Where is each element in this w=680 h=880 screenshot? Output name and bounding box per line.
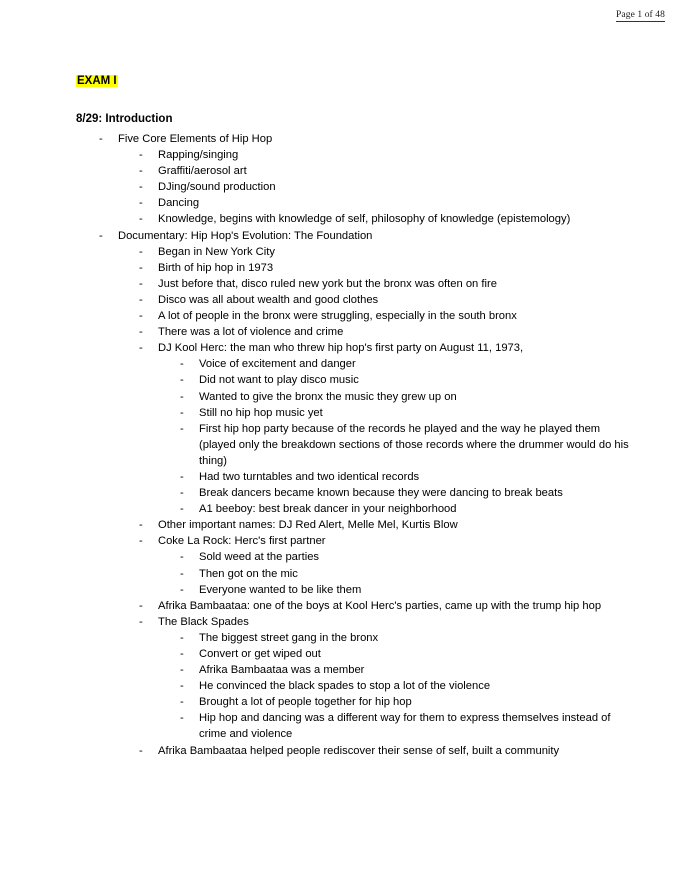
outline-item-text: DJ Kool Herc: the man who threw hip hop's first party on August 11, 1973, — [158, 342, 524, 355]
document-body — [76, 74, 636, 759]
outline-item-text: Dancing — [158, 197, 200, 210]
bullet-dash-marker: - — [139, 744, 143, 757]
section-heading: 8/29: Introduction — [76, 113, 173, 125]
outline-item-text: The Black Spades — [158, 615, 249, 628]
outline-item-text: Just before that, disco ruled new york but the bronx was often on fire — [158, 277, 497, 290]
outline-item — [76, 614, 636, 630]
outline-item-text: Began in New York City — [158, 245, 275, 258]
outline-item — [76, 485, 636, 501]
bullet-dash-marker: - — [139, 149, 143, 162]
outline-item — [76, 372, 636, 388]
outline-item — [76, 356, 636, 372]
bullet-dash-marker: - — [139, 310, 143, 323]
outline-item-text: Coke La Rock: Herc's first partner — [158, 535, 326, 548]
outline-item-text: Brought a lot of people together for hip hop — [199, 696, 412, 709]
bullet-dash-marker: - — [180, 422, 184, 435]
outline-item-text: He convinced the black spades to stop a lot of the violence — [199, 680, 491, 693]
bullet-dash-marker: - — [180, 470, 184, 483]
outline-item-text: Did not want to play disco music — [199, 374, 359, 387]
bullet-dash-marker: - — [139, 326, 143, 339]
bullet-dash-marker: - — [180, 358, 184, 371]
bullet-dash-marker: - — [99, 133, 103, 145]
outline-item — [76, 533, 636, 549]
bullet-dash-marker: - — [180, 406, 184, 419]
outline-item — [76, 131, 636, 147]
outline-item — [76, 743, 636, 759]
outline-item — [76, 662, 636, 678]
bullet-dash-marker: - — [139, 599, 143, 612]
outline-item — [76, 308, 636, 324]
bullet-dash-marker: - — [180, 631, 184, 644]
outline-item — [76, 694, 636, 710]
bullet-dash-marker: - — [139, 342, 143, 355]
outline-item — [76, 678, 636, 694]
outline-item-text: Afrika Bambaataa: one of the boys at Kool Herc's parties, came up with the trump hip hop — [158, 599, 602, 612]
bullet-dash-marker: - — [180, 390, 184, 403]
bullet-dash-marker: - — [180, 551, 184, 564]
outline-item — [76, 646, 636, 662]
outline-item-text: First hip hop party because of the records he played and the way he played them (played only the breakdown sections of those records where the drummer would do his thing) — [199, 422, 629, 467]
outline-item-text: Five Core Elements of Hip Hop — [118, 133, 273, 145]
outline-item-text: Convert or get wiped out — [199, 648, 321, 660]
outline-list — [76, 131, 636, 759]
outline-item — [76, 228, 636, 244]
outline-item — [76, 324, 636, 340]
outline-item — [76, 582, 636, 598]
outline-item-text: Break dancers became known because they were dancing to break beats — [199, 487, 563, 500]
outline-item-text: Other important names: DJ Red Alert, Melle Mel, Kurtis Blow — [158, 519, 458, 532]
bullet-dash-marker: - — [180, 696, 184, 709]
bullet-dash-marker: - — [139, 277, 143, 290]
bullet-dash-marker: - — [139, 181, 143, 194]
outline-item — [76, 147, 636, 163]
outline-item — [76, 340, 636, 356]
outline-item-text: Afrika Bambaataa was a member — [199, 664, 365, 677]
bullet-dash-marker: - — [139, 197, 143, 210]
outline-item-text: There was a lot of violence and crime — [158, 326, 344, 339]
bullet-dash-marker: - — [180, 664, 184, 677]
outline-item — [76, 421, 636, 469]
bullet-dash-marker: - — [180, 567, 184, 580]
outline-item-text: Documentary: Hip Hop's Evolution: The Foundation — [118, 229, 373, 242]
outline-item-text: Had two turntables and two identical records — [199, 470, 420, 483]
outline-item-text: Graffiti/aerosol art — [158, 165, 247, 178]
outline-item-text: A lot of people in the bronx were struggling, especially in the south bronx — [158, 310, 517, 323]
outline-item-text: Hip hop and dancing was a different way for them to express themselves instead of crime and violence — [199, 712, 611, 741]
outline-item — [76, 389, 636, 405]
outline-item — [76, 501, 636, 517]
outline-item — [76, 549, 636, 565]
outline-item-text: Birth of hip hop in 1973 — [158, 261, 274, 274]
bullet-dash-marker: - — [139, 261, 143, 274]
outline-item-text: Afrika Bambaataa helped people rediscover their sense of self, built a community — [158, 744, 560, 757]
page-number-header: Page 1 of 48 — [616, 10, 665, 20]
bullet-dash-marker: - — [139, 165, 143, 178]
bullet-dash-marker: - — [139, 615, 143, 628]
outline-item-text: A1 beeboy: best break dancer in your neighborhood — [199, 503, 457, 516]
bullet-dash-marker: - — [99, 229, 103, 242]
bullet-dash-marker: - — [180, 648, 184, 660]
outline-item — [76, 517, 636, 533]
outline-item-text: Rapping/singing — [158, 149, 239, 162]
bullet-dash-marker: - — [139, 519, 143, 532]
outline-item — [76, 630, 636, 646]
bullet-dash-marker: - — [180, 503, 184, 516]
outline-item — [76, 163, 636, 179]
outline-item-text: The biggest street gang in the bronx — [199, 631, 379, 644]
outline-item — [76, 179, 636, 195]
outline-item — [76, 211, 636, 227]
outline-item — [76, 598, 636, 614]
exam-title — [76, 74, 636, 88]
outline-item — [76, 276, 636, 292]
bullet-dash-marker: - — [180, 712, 184, 725]
bullet-dash-marker: - — [180, 583, 184, 596]
outline-item — [76, 469, 636, 485]
outline-item-text: Voice of excitement and danger — [199, 358, 356, 371]
outline-item — [76, 405, 636, 421]
bullet-dash-marker: - — [180, 680, 184, 693]
outline-item-text: Still no hip hop music yet — [199, 406, 323, 419]
outline-item — [76, 195, 636, 211]
bullet-dash-marker: - — [139, 245, 143, 258]
outline-item-text: Everyone wanted to be like them — [199, 583, 362, 596]
outline-item-text: Wanted to give the bronx the music they grew up on — [199, 390, 457, 403]
bullet-dash-marker: - — [180, 487, 184, 500]
outline-item — [76, 260, 636, 276]
bullet-dash-marker: - — [180, 374, 184, 387]
outline-item — [76, 244, 636, 260]
outline-item-text: Disco was all about wealth and good clothes — [158, 293, 379, 306]
bullet-dash-marker: - — [139, 535, 143, 548]
outline-item-text: Sold weed at the parties — [199, 551, 320, 564]
outline-item-text: Knowledge, begins with knowledge of self, philosophy of knowledge (epistemology) — [158, 213, 571, 226]
outline-item — [76, 710, 636, 742]
bullet-dash-marker: - — [139, 293, 143, 306]
outline-item-text: DJing/sound production — [158, 181, 276, 194]
outline-item — [76, 292, 636, 308]
bullet-dash-marker: - — [139, 213, 143, 226]
exam-title-highlighted-text: EXAM I — [77, 75, 117, 87]
outline-item-text: Then got on the mic — [199, 567, 298, 580]
outline-item — [76, 566, 636, 582]
